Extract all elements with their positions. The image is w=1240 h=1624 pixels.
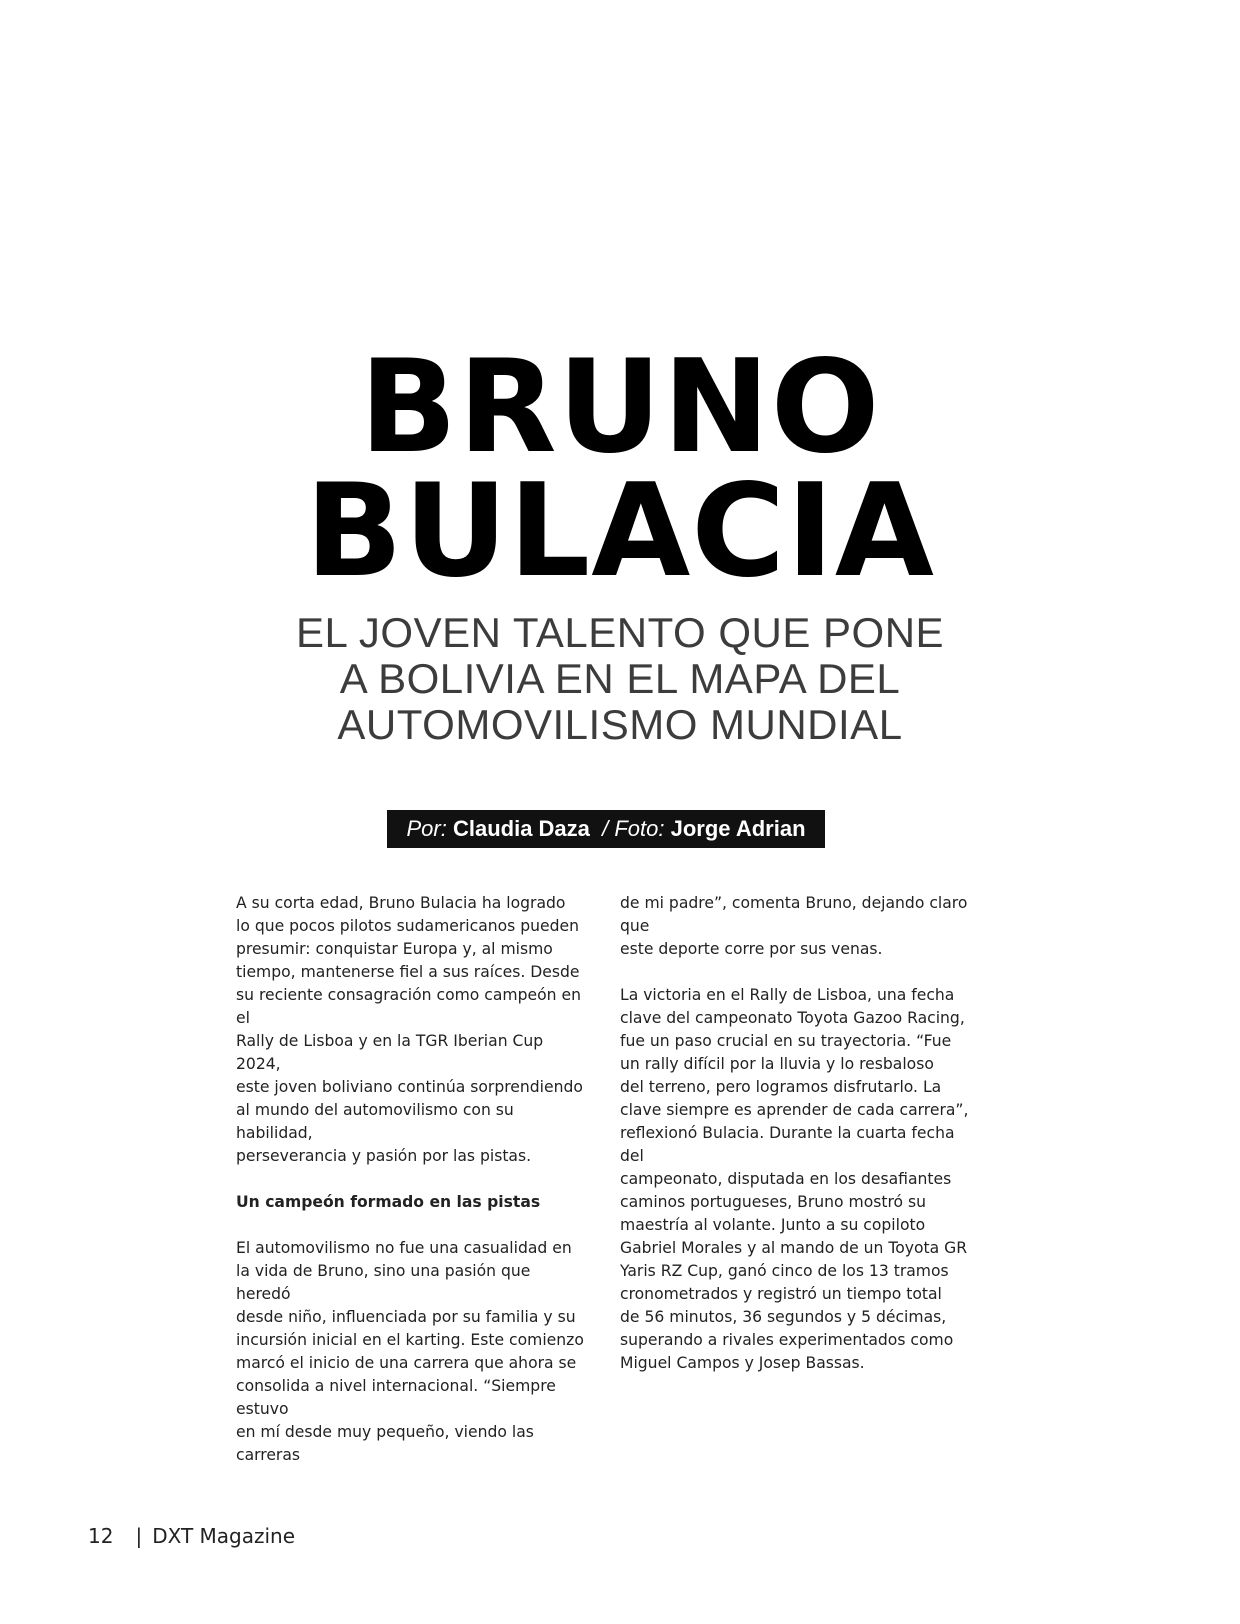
page-footer (88, 1524, 295, 1548)
author-label: Por: (406, 816, 447, 841)
footer-separator: | (135, 1524, 143, 1548)
author-name: Claudia Daza (452, 816, 590, 841)
subtitle-line-1: EL JOVEN TALENTO QUE PONE (295, 609, 945, 656)
body-paragraph: El automovilismo no fue una casualidad en la vida de Bruno, sino una pasión que heredó desde niño, influenciada por su familia y su incursión inicial en el karting. Este comienzo marcó el inicio de una carrera que ahora se consolida a nivel internacional. “Siempre estuvo en mí desde muy pequeño, viendo las carreras (236, 1239, 584, 1464)
body-paragraph: La victoria en el Rally de Lisboa, una fecha clave del campeonato Toyota Gazoo Racing, fue un paso crucial en su trayectoria. “Fue un rally difícil por la lluvia y lo resbaloso del terreno, pero logramos disfrutarlo. La clave siempre es aprender de cada carrera”, reflexionó Bulacia. Durante la cuarta fecha del campeonato, disputada en los desafiantes caminos portugueses, Bruno mostró su maestría al volante. Junto a su copiloto Gabriel Morales y al mando de un Toyota GR Yaris RZ Cup, ganó cinco de los 13 tramos cronometrados y registró un tiempo total de 56 minutos, 36 segundos y 5 décimas, superando a rivales experimentados como Miguel Campos y Josep Bassas. (620, 986, 969, 1372)
body-paragraph: A su corta edad, Bruno Bulacia ha logrado lo que pocos pilotos sudamericanos pueden presumir: conquistar Europa y, al mismo tiempo, mantenerse fiel a sus raíces. Desde su reciente consagración como campeón en el Rally de Lisboa y en la TGR Iberian Cup 2024, este joven boliviano continúa sorprendiendo al mundo del automovilismo con su habilidad, perseverancia y pasión por las pistas. (236, 894, 583, 1165)
photo-label: / Foto: (602, 816, 665, 841)
subtitle-line-3: AUTOMOVILISMO MUNDIAL (337, 701, 903, 748)
subtitle-line-2: A BOLIVIA EN EL MAPA DEL (339, 655, 901, 702)
byline-banner (387, 810, 825, 848)
page-number: 12 (88, 1524, 114, 1548)
body-paragraph: de mi padre”, comenta Bruno, dejando claro que este deporte corre por sus venas. (620, 894, 968, 958)
article-title-line-2: BULACIA (305, 457, 935, 606)
photographer-name: Jorge Adrian (670, 816, 806, 841)
publication-name: DXT Magazine (152, 1524, 296, 1548)
section-heading: Un campeón formado en las pistas (236, 1193, 541, 1211)
article-column-left (236, 892, 586, 1490)
article-column-right (620, 892, 980, 1398)
article-subtitle (0, 610, 1240, 748)
article-title-line-1: BRUNO (359, 333, 881, 482)
